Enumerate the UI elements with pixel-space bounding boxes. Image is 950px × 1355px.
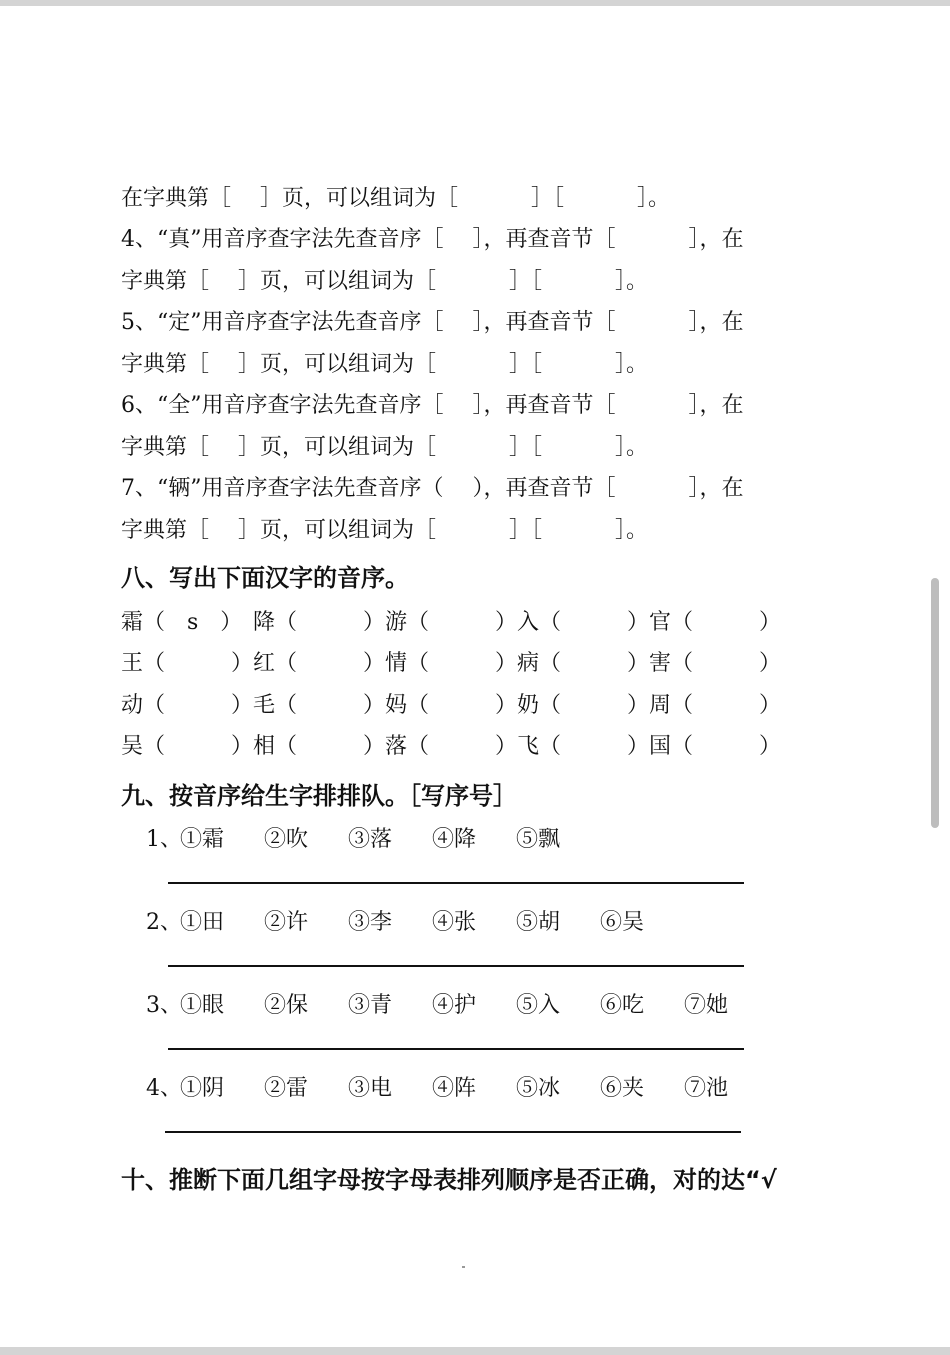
sort-item: ④阵	[432, 1076, 477, 1101]
question-line: 字典第［ ］页，可以组词为［ ］［ ］。	[121, 435, 648, 460]
answer-line[interactable]	[165, 1131, 741, 1133]
sort-item: ⑥吃	[600, 993, 645, 1018]
sort-item: ②雷	[264, 1076, 309, 1101]
sort-item: ⑦她	[684, 993, 729, 1018]
char-cell: 飞（ ）	[517, 734, 650, 759]
sort-item: ②保	[264, 993, 309, 1018]
char-cell: 病（ ）	[517, 651, 650, 676]
question-line: 5、“定”用音序查字法先查音序［ ］，再查音节［ ］，在	[121, 310, 744, 335]
char-cell: 落（ ）	[385, 734, 518, 759]
question-line: 字典第［ ］页，可以组词为［ ］［ ］。	[121, 352, 648, 377]
question-line: 6、“全”用音序查字法先查音序［ ］，再查音节［ ］，在	[121, 393, 744, 418]
char-cell: 周（ ）	[649, 693, 782, 718]
sort-item: ②许	[264, 910, 309, 935]
sort-item: ⑤入	[516, 993, 561, 1018]
char-cell: 降（ ）	[253, 610, 386, 635]
group-number: 4、	[146, 1076, 182, 1101]
sort-item: ①霜	[180, 827, 225, 852]
char-cell: 红（ ）	[253, 651, 386, 676]
char-cell: 害（ ）	[649, 651, 782, 676]
answer-line[interactable]	[168, 965, 744, 967]
sort-item: ⑥夹	[600, 1076, 645, 1101]
question-line: 4、“真”用音序查字法先查音序［ ］，再查音节［ ］，在	[121, 227, 744, 252]
char-cell: 霜（ s ）	[121, 610, 243, 635]
page-bottom-edge	[0, 1347, 950, 1355]
page-top-edge	[0, 0, 950, 6]
sort-item: ①眼	[180, 993, 225, 1018]
sort-item: ③青	[348, 993, 393, 1018]
answer-line[interactable]	[168, 882, 744, 884]
question-line: 字典第［ ］页，可以组词为［ ］［ ］。	[121, 269, 648, 294]
page-dot	[462, 1266, 465, 1268]
char-cell: 国（ ）	[649, 734, 782, 759]
char-cell: 吴（ ）	[121, 734, 254, 759]
question-line: 7、“辆”用音序查字法先查音序（ ），再查音节［ ］，在	[121, 476, 744, 501]
char-cell: 官（ ）	[649, 610, 782, 635]
char-cell: 游（ ）	[385, 610, 518, 635]
section-heading-8: 八、写出下面汉字的音序。	[121, 564, 409, 592]
sort-item: ⑤飘	[516, 827, 561, 852]
char-cell: 妈（ ）	[385, 693, 518, 718]
char-cell: 情（ ）	[385, 651, 518, 676]
question-line: 在字典第［ ］页，可以组词为［ ］［ ］。	[121, 186, 670, 211]
section-heading-9: 九、按音序给生字排排队。［写序号］	[121, 782, 517, 810]
sort-item: ①阴	[180, 1076, 225, 1101]
scrollbar-thumb[interactable]	[931, 578, 939, 828]
sort-item: ③电	[348, 1076, 393, 1101]
char-cell: 动（ ）	[121, 693, 254, 718]
group-number: 1、	[146, 827, 182, 852]
sort-item: ④降	[432, 827, 477, 852]
section-heading-10: 十、推断下面几组字母按字母表排列顺序是否正确，对的达“√	[121, 1166, 777, 1194]
sort-item: ③落	[348, 827, 393, 852]
answer-line[interactable]	[168, 1048, 744, 1050]
char-cell: 奶（ ）	[517, 693, 650, 718]
group-number: 3、	[146, 993, 182, 1018]
sort-item: ③李	[348, 910, 393, 935]
char-cell: 入（ ）	[517, 610, 650, 635]
char-cell: 毛（ ）	[253, 693, 386, 718]
char-cell: 王（ ）	[121, 651, 254, 676]
sort-item: ④护	[432, 993, 477, 1018]
sort-item: ⑥吴	[600, 910, 645, 935]
group-number: 2、	[146, 910, 182, 935]
char-cell: 相（ ）	[253, 734, 386, 759]
question-line: 字典第［ ］页，可以组词为［ ］［ ］。	[121, 518, 648, 543]
sort-item: ⑤胡	[516, 910, 561, 935]
sort-item: ⑦池	[684, 1076, 729, 1101]
sort-item: ④张	[432, 910, 477, 935]
sort-item: ①田	[180, 910, 225, 935]
sort-item: ⑤冰	[516, 1076, 561, 1101]
sort-item: ②吹	[264, 827, 309, 852]
